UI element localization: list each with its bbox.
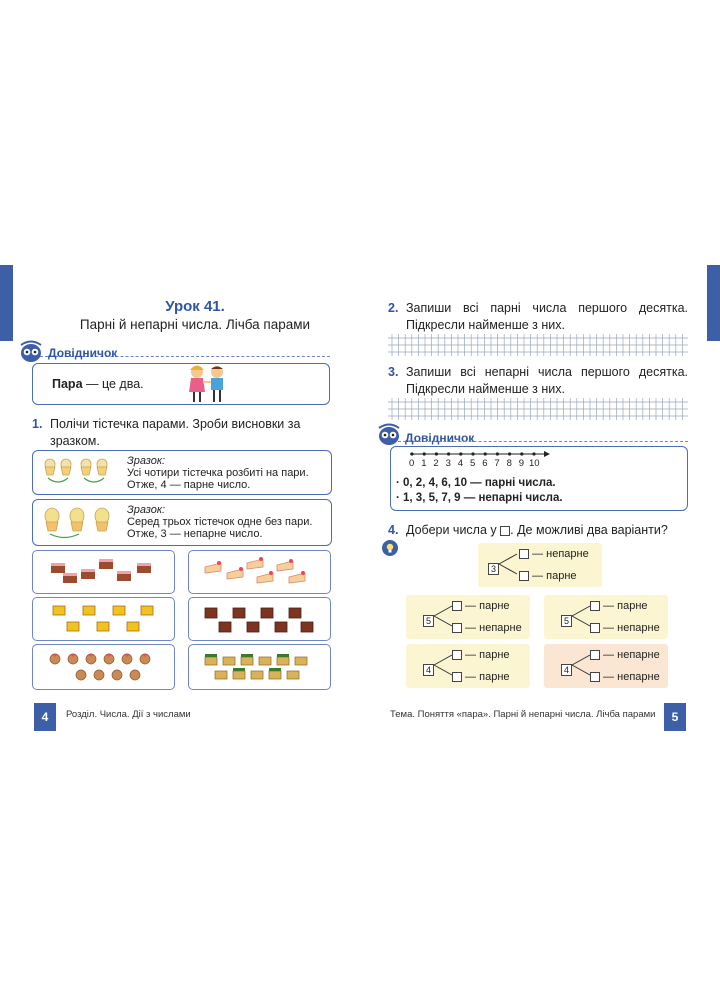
tree-top: — парне xyxy=(590,600,648,614)
hint-term: Пара xyxy=(52,377,83,391)
example2-line2: Отже, 3 — непарне число. xyxy=(127,528,263,540)
hint-rest: — це два. xyxy=(82,377,144,391)
example1-line1: Усі чотири тістечка розбиті на пари. xyxy=(127,467,309,479)
tree-bottom: — парне xyxy=(519,570,577,584)
number-line-dot xyxy=(410,452,413,455)
children-pair-illustration xyxy=(185,364,230,404)
hint-header-right: Довідничок xyxy=(405,431,475,445)
number-line-dot xyxy=(532,452,535,455)
task1-text: Полічи тістечка парами. Зроби висновки за зразком. xyxy=(50,417,301,448)
lightbulb-icon xyxy=(382,540,398,556)
number-line-dot xyxy=(435,452,438,455)
example1-label: Зразок: xyxy=(127,455,166,467)
tree-value: 5 xyxy=(423,611,434,629)
number-line-label: 5 xyxy=(470,458,476,469)
hint-definition xyxy=(52,376,144,393)
tree-branches xyxy=(497,549,519,579)
footer-left: Розділ. Числа. Дії з числами xyxy=(66,709,191,720)
tree-value: 4 xyxy=(423,660,434,678)
number-line xyxy=(404,450,554,472)
tree-top: — парне xyxy=(452,600,510,614)
task2-number: 2. xyxy=(388,301,399,315)
right-edge-tab xyxy=(707,265,720,341)
number-line-label: 7 xyxy=(494,458,500,469)
example2-line1: Серед трьох тістечок одне без пари. xyxy=(127,516,313,528)
number-line-label: 2 xyxy=(433,458,439,469)
helper-mascot-icon xyxy=(375,423,403,447)
hint-header-left: Довідничок xyxy=(48,346,118,360)
lesson-subtitle: Парні й непарні числа. Лічба парами xyxy=(79,317,311,332)
tree-bottom: — непарне xyxy=(590,622,660,636)
writing-grid-task3 xyxy=(388,398,688,420)
number-line-label: 10 xyxy=(529,458,540,469)
writing-grid-task2 xyxy=(388,334,688,356)
number-line-dot xyxy=(459,452,462,455)
page-number-left: 4 xyxy=(34,703,56,731)
example2-cupcakes xyxy=(42,507,117,539)
tree-top: — непарне xyxy=(519,548,589,562)
helper-mascot-icon xyxy=(17,340,45,364)
tree-branches xyxy=(432,650,454,680)
number-line-dot xyxy=(484,452,487,455)
number-line-dot xyxy=(423,452,426,455)
task4-text-a: Добери числа у xyxy=(406,523,497,537)
number-line-label: 1 xyxy=(421,458,427,469)
task4-text xyxy=(406,522,668,539)
example1-cupcakes xyxy=(42,457,122,487)
example2-label: Зразок: xyxy=(127,504,166,516)
tree-branches xyxy=(570,650,592,680)
odd-numbers-line: · 1, 3, 5, 7, 9 — непарні числа. xyxy=(396,492,563,504)
task3-text: Запиши всі непарні числа першого десятка. Підкресли найменше з них. xyxy=(406,365,688,396)
tree-value: 5 xyxy=(561,611,572,629)
tree-bottom: — парне xyxy=(452,671,510,685)
tree-branches xyxy=(432,601,454,631)
number-line-dot xyxy=(447,452,450,455)
number-line-label: 8 xyxy=(506,458,512,469)
tree-value: 3 xyxy=(488,559,499,577)
tree-value: 4 xyxy=(561,660,572,678)
footer-right: Тема. Поняття «пара». Парні й непарні числа. Лічба парами xyxy=(390,709,656,720)
task3-number: 3. xyxy=(388,365,399,379)
number-line-label: 3 xyxy=(445,458,451,469)
page-number-right: 5 xyxy=(664,703,686,731)
cake-box-3 xyxy=(32,597,175,641)
task4-text-b: . Де можливі два варіанти? xyxy=(510,523,668,537)
empty-square-icon xyxy=(500,526,510,536)
number-line-dot xyxy=(508,452,511,455)
tree-branches xyxy=(570,601,592,631)
hint-divider xyxy=(398,441,688,443)
tree-top: — парне xyxy=(452,649,510,663)
number-line-label: 6 xyxy=(482,458,488,469)
even-numbers-line: · 0, 2, 4, 6, 10 — парні числа. xyxy=(396,477,556,489)
number-line-label: 0 xyxy=(409,458,415,469)
number-line-dot xyxy=(496,452,499,455)
number-line-label: 9 xyxy=(518,458,525,469)
task4-number: 4. xyxy=(388,523,399,537)
cake-box-6 xyxy=(188,644,331,690)
lesson-title: Урок 41. xyxy=(165,298,225,315)
cake-box-1 xyxy=(32,550,175,594)
cake-box-5 xyxy=(32,644,175,690)
task2-text: Запиши всі парні числа першого десятка. Підкресли найменше з них. xyxy=(406,301,688,332)
tree-top: — непарне xyxy=(590,649,660,663)
number-line-label: 4 xyxy=(457,458,464,469)
task1-number: 1. xyxy=(32,417,43,431)
cake-box-4 xyxy=(188,597,331,641)
number-line-dot xyxy=(520,452,523,455)
tree-bottom: — непарне xyxy=(590,671,660,685)
tree-bottom: — непарне xyxy=(452,622,522,636)
left-edge-tab xyxy=(0,265,13,341)
example1-line2: Отже, 4 — парне число. xyxy=(127,479,251,491)
number-line-dot xyxy=(471,452,474,455)
cake-box-2 xyxy=(188,550,331,594)
